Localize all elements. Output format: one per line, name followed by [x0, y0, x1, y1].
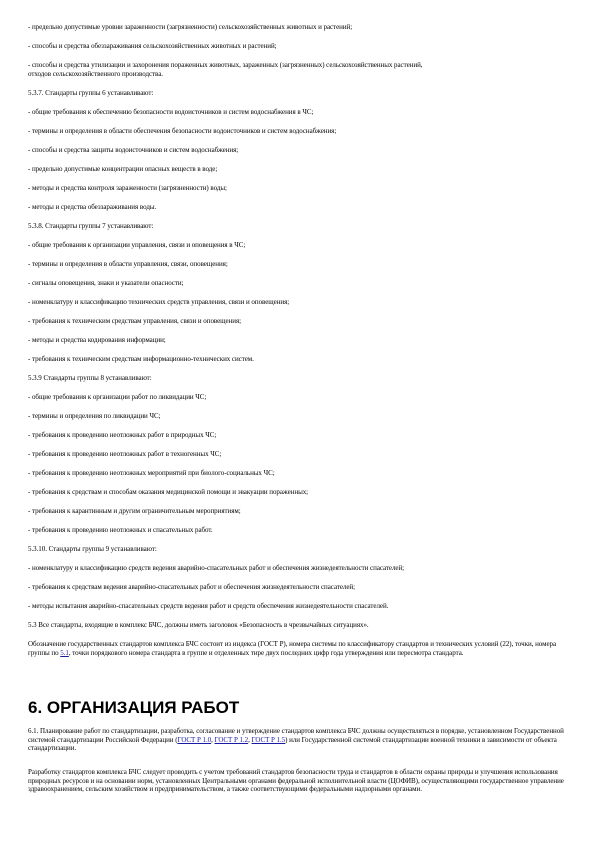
list-item: - сигналы оповещения, знаки и указатели опасности; — [28, 279, 184, 287]
link-gost-r-1-5[interactable]: ГОСТ Р 1.5 — [251, 735, 286, 744]
list-item: - требования к техническим средствам управления, связи и оповещения; — [28, 317, 242, 325]
paragraph-text: , точки порядкового номера стандарта в группе и отделенных тире двух последних цифр года утверждения или пересмотра стандарта. — [68, 648, 464, 657]
paragraph-text: Обозначение государственных стандартов комплекса БЧС состоит из индекса (ГОСТ Р), номера системы по классификатору стандартов и технических условий (22), точки, номера группы по — [28, 640, 557, 657]
link-clause-5-1[interactable]: 5.1 — [60, 648, 69, 657]
list-item: - номенклатуру и классификацию технических средств управления, связи и оповещения; — [28, 298, 290, 306]
paragraph-development: Разработку стандартов комплекса БЧС следует проводить с учетом требований стандартов безопасности труда и стандартов в области охраны природы и улучшения использования природных ресурсов и на основании норм, установленных Центральными органами федеральной исполнительной власти (ЦОФИВ), осуществляющими государственное управление здравоохранением, сельским хозяйством и предпринимательством, а также соответствующими федеральными надзорными органами. — [28, 768, 564, 794]
list-item: - способы и средства обеззараживания сельскохозяйственных животных и растений; — [28, 42, 277, 50]
clause-5-3-title-rule: 5.3 Все стандарты, входящие в комплекс БЧС, должны иметь заголовок «Безопасность в чрезвычайных ситуациях». — [28, 621, 369, 629]
list-item: - требования к проведению неотложных мероприятий при биолого-социальных ЧС; — [28, 469, 275, 477]
list-item-continuation: отходов сельскохозяйственного производства. — [28, 70, 163, 78]
list-item: - методы и средства контроля зараженности (загрязненности) воды; — [28, 184, 227, 192]
list-item: - требования к техническим средствам информационно-технических систем. — [28, 355, 254, 363]
paragraph-text: ) или Государственной системой стандартизации военной техники в зависимости от объекта стандартизации. — [28, 735, 557, 753]
paragraph-6-1 — [28, 727, 573, 753]
section-heading: 6. ОРГАНИЗАЦИЯ РАБОТ — [28, 698, 240, 717]
list-item: - методы и средства обеззараживания воды. — [28, 203, 157, 211]
list-item: - требования к средствам ведения аварийно-спасательных работ и обеспечения жизнедеятельности спасателей; — [28, 583, 355, 591]
list-item: - способы и средства утилизации и захоронения пораженных животных, зараженных (загрязненных) сельскохозяйственных растений, — [28, 61, 423, 69]
list-item: - методы испытания аварийно-спасательных средств ведения работ и средств обеспечения жизнедеятельности спасателей. — [28, 602, 389, 610]
list-item: - номенклатуру и классификацию средств ведения аварийно-спасательных работ и обеспечения жизнедеятельности спасателей; — [28, 564, 405, 572]
list-item: - термины и определения в области управления, связи, оповещения; — [28, 260, 228, 268]
list-item: - требования к карантинным и другим ограничительным мероприятиям; — [28, 507, 241, 515]
clause-heading-5-3-10: 5.3.10. Стандарты группы 9 устанавливают: — [28, 545, 157, 553]
list-item: - общие требования к организации работ по ликвидации ЧС; — [28, 393, 207, 401]
separator: , — [248, 735, 252, 744]
clause-heading-5-3-7: 5.3.7. Стандарты группы 6 устанавливают: — [28, 89, 154, 97]
list-item: - общие требования к организации управления, связи и оповещения в ЧС; — [28, 241, 246, 249]
list-item: - термины и определения в области обеспечения безопасности водоисточников и систем водоснабжения; — [28, 127, 337, 135]
clause-heading-5-3-9: 5.3.9 Стандарты группы 8 устанавливают: — [28, 374, 152, 382]
list-item: - термины и определения по ликвидации ЧС; — [28, 412, 161, 420]
list-item: - общие требования к обеспечению безопасности водоисточников и систем водоснабжения в ЧС; — [28, 108, 314, 116]
list-item: - предельно допустимые уровни зараженности (загрязненности) сельскохозяйственных животных и растений; — [28, 23, 353, 31]
link-gost-r-1-0[interactable]: ГОСТ Р 1.0 — [177, 735, 212, 744]
list-item: - требования к проведению неотложных работ в природных ЧС; — [28, 431, 217, 439]
list-item: - требования к проведению неотложных работ в техногенных ЧС; — [28, 450, 222, 458]
paragraph-designation — [28, 640, 573, 657]
list-item: - способы и средства защиты водоисточников и систем водоснабжения; — [28, 146, 239, 154]
link-gost-r-1-2[interactable]: ГОСТ Р 1.2 — [214, 735, 249, 744]
list-item: - предельно допустимые концентрации опасных веществ в воде; — [28, 165, 218, 173]
clause-heading-5-3-8: 5.3.8. Стандарты группы 7 устанавливают: — [28, 222, 154, 230]
list-item: - методы и средства кодирования информации; — [28, 336, 166, 344]
paragraph-text: 6.1. Планирование работ по стандартизации, разработка, согласование и утверждение стандартов комплекса БЧС должны осуществляться в порядке, установленном Государственной системой стандартизации Российской Федерации ( — [28, 727, 564, 744]
separator: , — [211, 735, 215, 744]
list-item: - требования к проведению неотложных и спасательных работ. — [28, 526, 213, 534]
list-item: - требования к средствам и способам оказания медицинской помощи и эвакуации пораженных; — [28, 488, 309, 496]
